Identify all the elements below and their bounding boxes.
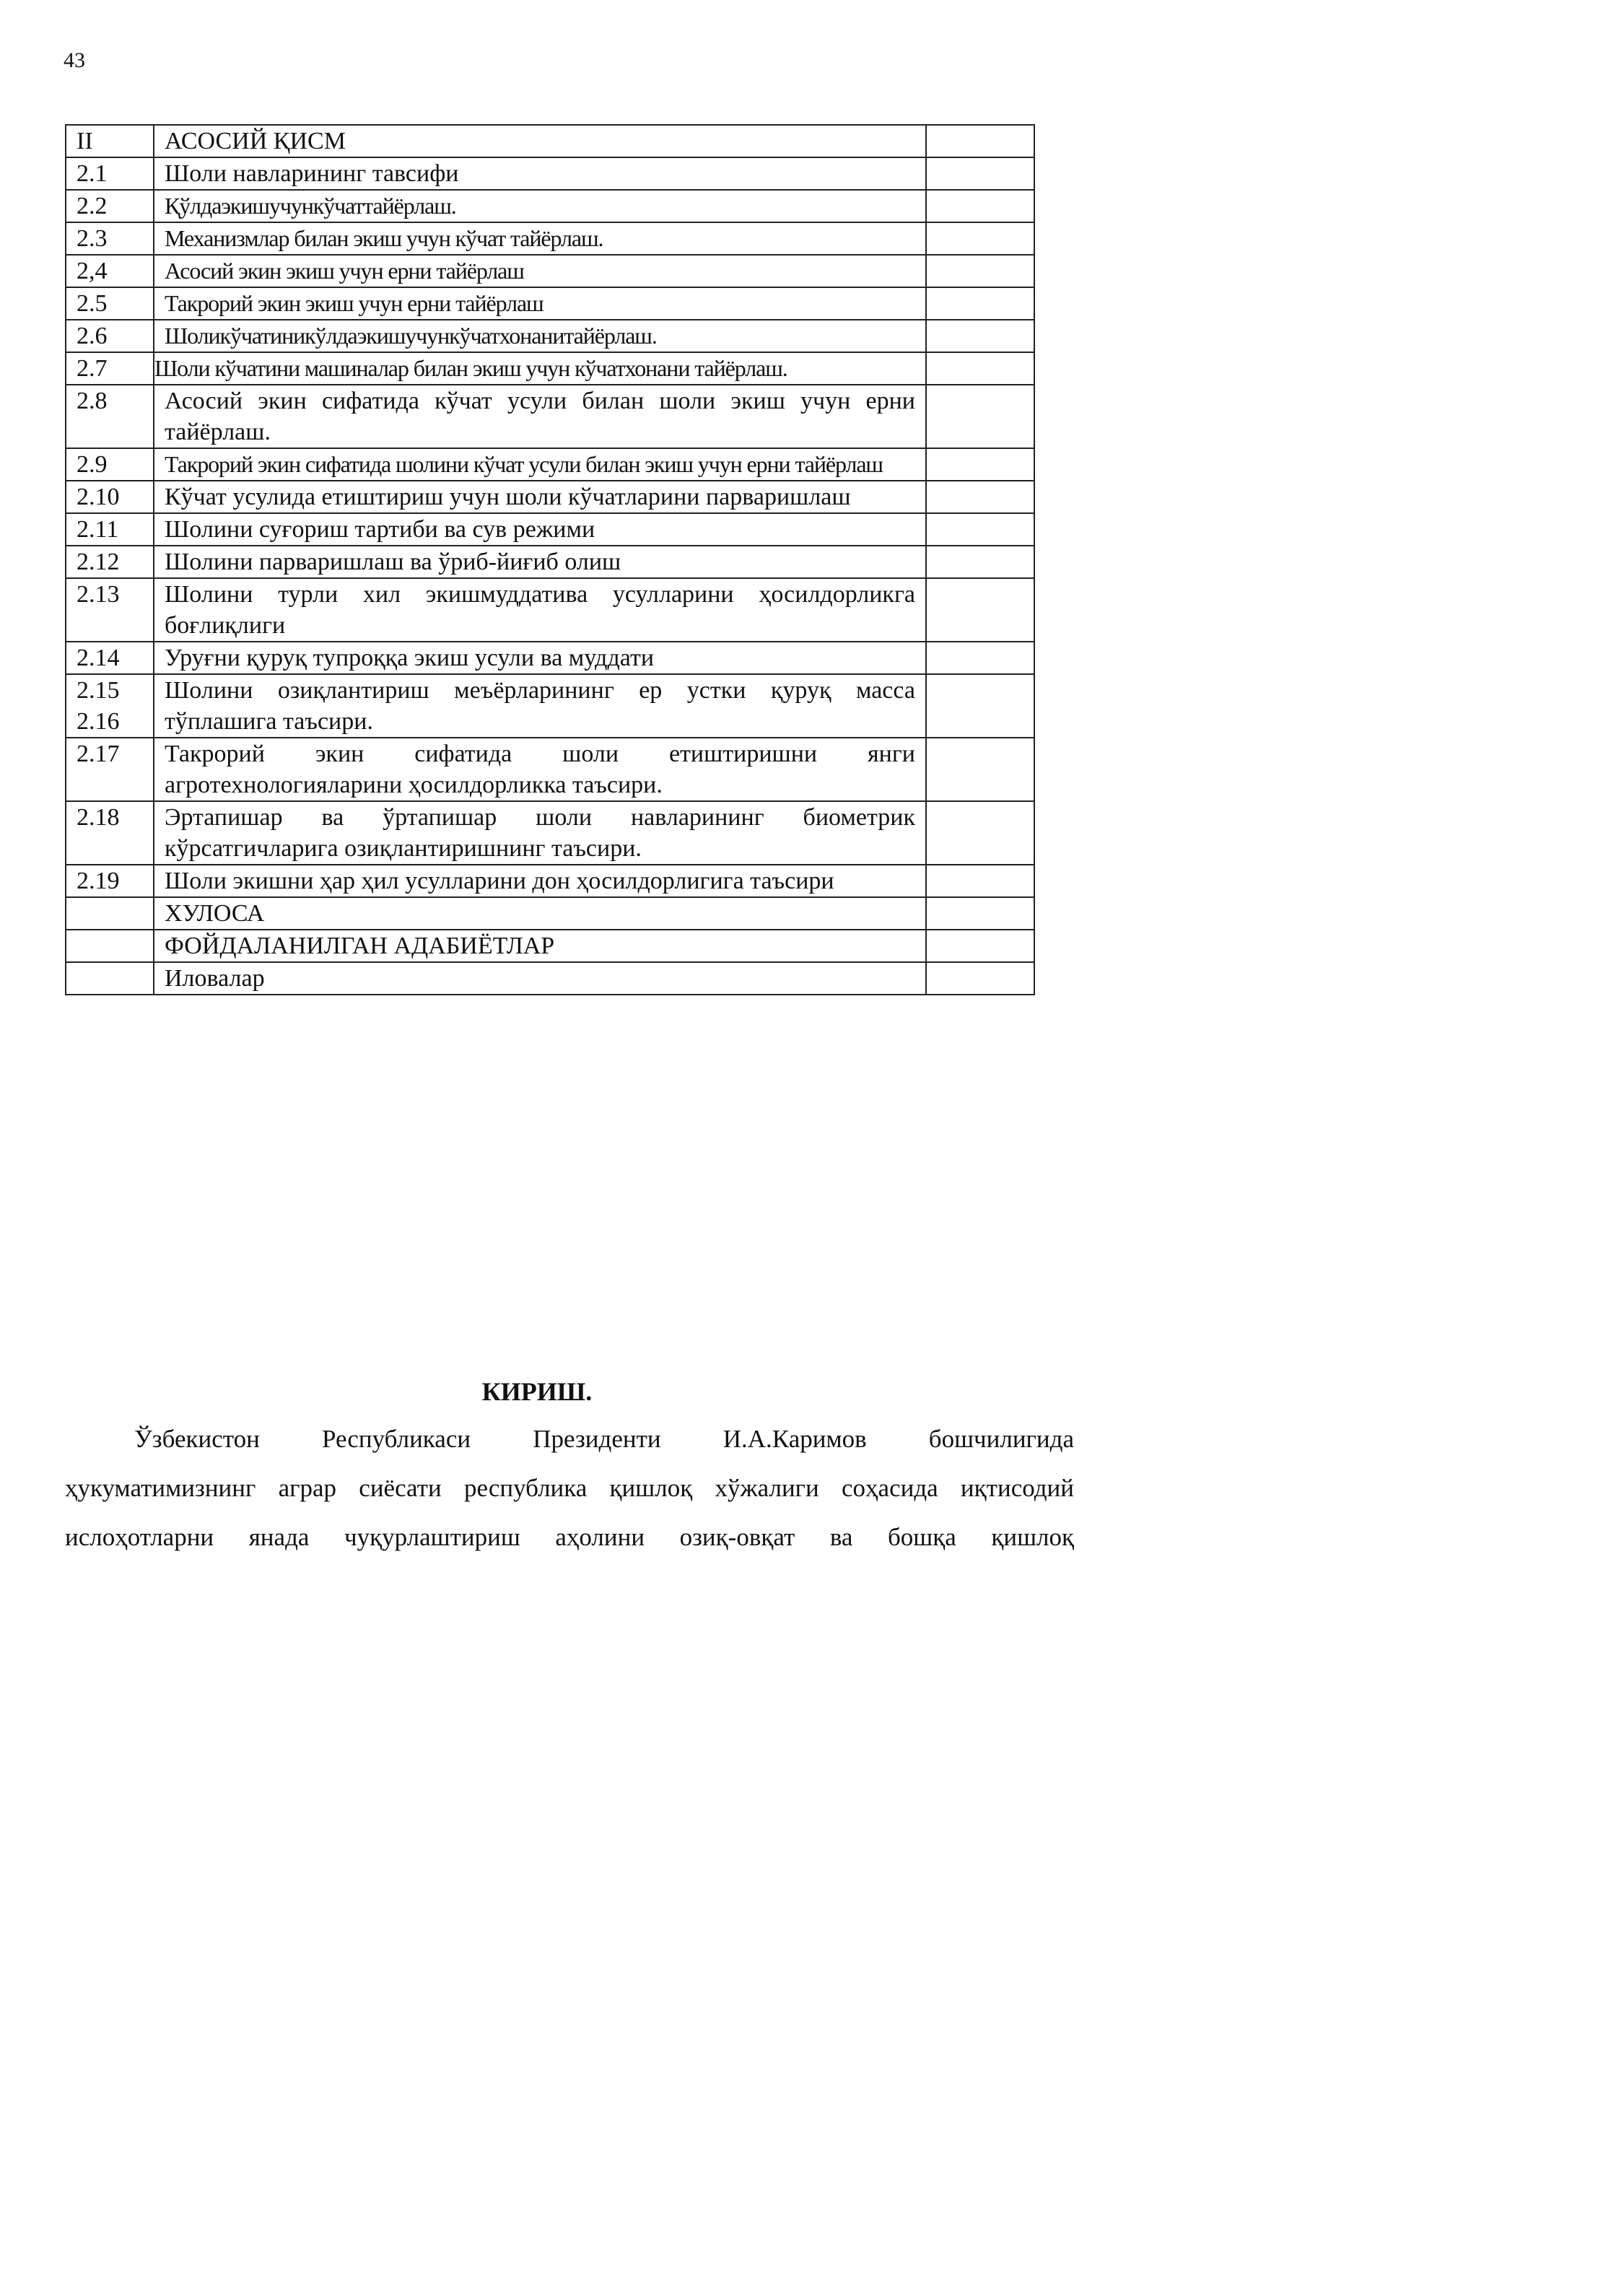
toc-title: Кўчат усулида етиштириш учун шоли кўчатларини парваришлаш — [154, 481, 926, 513]
toc-number: 2.1 — [66, 157, 154, 190]
toc-row — [66, 448, 1034, 481]
toc-row — [66, 352, 1034, 385]
toc-row — [66, 157, 1034, 190]
toc-number: 2,4 — [66, 255, 154, 287]
toc-row — [66, 578, 1034, 642]
toc-title: Такрорий экин сифатида шоли етиштиришни янги агротехнологияларини ҳосилдорликка таъсири. — [154, 738, 926, 801]
section-heading: КИРИШ. — [481, 1377, 593, 1406]
toc-row — [66, 865, 1034, 897]
toc-row — [66, 190, 1034, 222]
toc-row — [66, 962, 1034, 995]
toc-title: Асосий экин сифатида кўчат усули билан шоли экиш учун ерни тайёрлаш. — [154, 385, 926, 448]
toc-page-cell — [926, 190, 1034, 222]
toc-page-cell — [926, 513, 1034, 546]
toc-page-cell — [926, 738, 1034, 801]
toc-row — [66, 287, 1034, 320]
toc-row — [66, 674, 1034, 738]
toc-title: Асосий экин экиш учун ерни тайёрлаш — [154, 255, 926, 287]
toc-number — [66, 962, 154, 995]
toc-title: Шолини озиқлантириш меъёрларининг ер устки қуруқ масса тўплашига таъсири. — [154, 674, 926, 738]
toc-page-cell — [926, 546, 1034, 578]
toc-number: 2.10 — [66, 481, 154, 513]
toc-row — [66, 642, 1034, 674]
toc-title: Қўлдаэкишучункўчаттайёрлаш. — [154, 190, 926, 222]
toc-page-cell — [926, 930, 1034, 962]
toc-page-cell — [926, 157, 1034, 190]
toc-row — [66, 222, 1034, 255]
toc-title: Шоликўчатиникўлдаэкишучункўчатхонанитайёрлаш. — [154, 320, 926, 352]
toc-title: ХУЛОСА — [154, 897, 926, 930]
toc-row — [66, 513, 1034, 546]
toc-title: АСОСИЙ ҚИСМ — [154, 125, 926, 157]
toc-number: 2.15 2.16 — [66, 674, 154, 738]
toc-title: Эртапишар ва ўртапишар шоли навларининг биометрик кўрсатгичларига озиқлантиришнинг таъсири. — [154, 801, 926, 865]
toc-number: 2.12 — [66, 546, 154, 578]
intro-line-3: ислоҳотларни янада чуқурлаштириш аҳолини озиқ-овқат ва бошқа қишлоқ — [65, 1523, 1074, 1551]
toc-title: Иловалар — [154, 962, 926, 995]
toc-row — [66, 481, 1034, 513]
intro-line-1: Ўзбекистон Республикаси Президенти И.А.Каримов бошчилигида — [134, 1425, 1074, 1453]
toc-title: Такрорий экин экиш учун ерни тайёрлаш — [154, 287, 926, 320]
toc-number: 2.9 — [66, 448, 154, 481]
toc-page-cell — [926, 287, 1034, 320]
toc-number: 2.8 — [66, 385, 154, 448]
toc-page-cell — [926, 352, 1034, 385]
toc-title: Шолини парваришлаш ва ўриб-йиғиб олиш — [154, 546, 926, 578]
toc-title: Шоли навларининг тавсифи — [154, 157, 926, 190]
table-of-contents — [65, 124, 1035, 995]
toc-title: Шолини суғориш тартиби ва сув режими — [154, 513, 926, 546]
toc-page-cell — [926, 125, 1034, 157]
toc-number: 2.3 — [66, 222, 154, 255]
toc-title: Шолини турли хил экишмуддатива усулларини ҳосилдорликга боғлиқлиги — [154, 578, 926, 642]
toc-row — [66, 320, 1034, 352]
toc-body — [66, 125, 1034, 995]
toc-row — [66, 930, 1034, 962]
toc-number: 2.7 — [66, 352, 154, 385]
toc-title: Такрорий экин сифатида шолини кўчат усули билан экиш учун ерни тайёрлаш — [154, 448, 926, 481]
toc-title: Уруғни қуруқ тупроққа экиш усули ва муддати — [154, 642, 926, 674]
toc-page-cell — [926, 897, 1034, 930]
toc-title: Шоли экишни ҳар ҳил усулларини дон ҳосилдорлигига таъсири — [154, 865, 926, 897]
toc-number — [66, 930, 154, 962]
toc-row — [66, 546, 1034, 578]
toc-row — [66, 125, 1034, 157]
toc-number — [66, 897, 154, 930]
toc-number: 2.6 — [66, 320, 154, 352]
toc-page-cell — [926, 255, 1034, 287]
toc-number: 2.5 — [66, 287, 154, 320]
toc-row — [66, 801, 1034, 865]
toc-title: Механизмлар билан экиш учун кўчат тайёрлаш. — [154, 222, 926, 255]
page-number: 43 — [64, 48, 85, 72]
toc-page-cell — [926, 801, 1034, 865]
toc-number: 2.17 — [66, 738, 154, 801]
toc-row — [66, 897, 1034, 930]
toc-row — [66, 385, 1034, 448]
toc-page-cell — [926, 642, 1034, 674]
toc-page-cell — [926, 578, 1034, 642]
toc-page-cell — [926, 320, 1034, 352]
toc-number: 2.13 — [66, 578, 154, 642]
toc-page-cell — [926, 222, 1034, 255]
toc-number: 2.2 — [66, 190, 154, 222]
toc-number: 2.19 — [66, 865, 154, 897]
toc-page-cell — [926, 448, 1034, 481]
toc-row — [66, 738, 1034, 801]
toc-title: ФОЙДАЛАНИЛГАН АДАБИЁТЛАР — [154, 930, 926, 962]
intro-line-2: ҳукуматимизнинг аграр сиёсати республика қишлоқ хўжалиги соҳасида иқтисодий — [65, 1474, 1074, 1502]
toc-row — [66, 255, 1034, 287]
toc-number: 2.11 — [66, 513, 154, 546]
toc-title: Шоли кўчатини машиналар билан экиш учун кўчатхонани тайёрлаш. — [154, 352, 926, 385]
toc-page-cell — [926, 674, 1034, 738]
toc-number: II — [66, 125, 154, 157]
toc-page-cell — [926, 962, 1034, 995]
toc-page-cell — [926, 865, 1034, 897]
toc-page-cell — [926, 385, 1034, 448]
toc-number: 2.18 — [66, 801, 154, 865]
toc-page-cell — [926, 481, 1034, 513]
toc-number: 2.14 — [66, 642, 154, 674]
